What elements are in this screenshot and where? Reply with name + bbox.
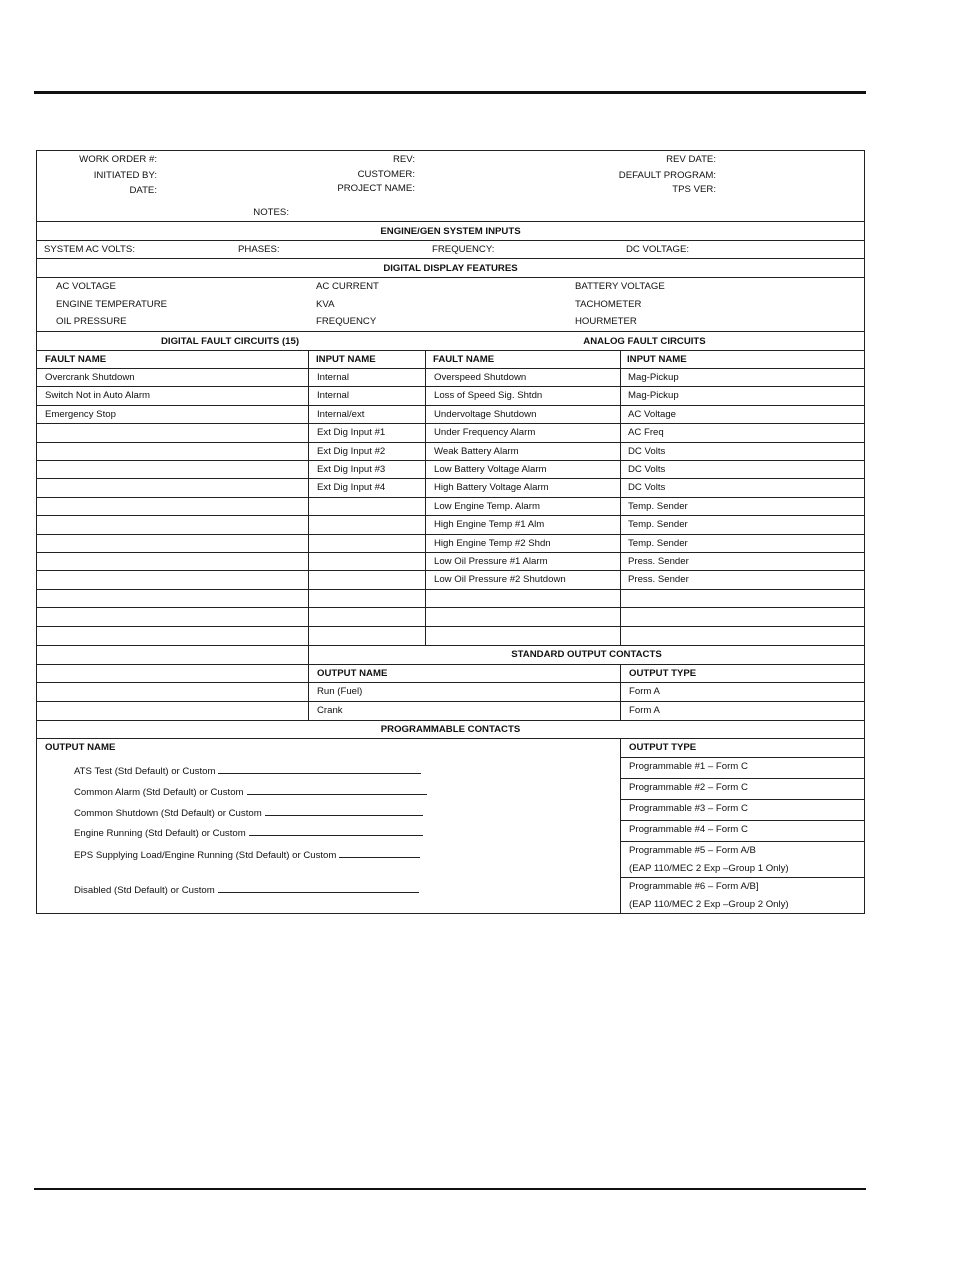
prog-output-eps-supplying[interactable]: EPS Supplying Load/Engine Running (Std Default) or Custom (74, 848, 420, 862)
display-frequency: FREQUENCY (316, 316, 377, 327)
analog-fault-name: High Engine Temp #1 Alm (434, 519, 545, 531)
prog-type-1: Programmable #1 – Form C (629, 761, 748, 772)
table-row-divider (36, 478, 865, 479)
prog-output-engine-running[interactable]: Engine Running (Std Default) or Custom (74, 826, 423, 840)
table-row-divider (36, 589, 865, 590)
analog-input-name: Mag-Pickup (628, 372, 679, 383)
custom-blank-line[interactable] (339, 848, 420, 858)
digital-fault-name: Overcrank Shutdown (45, 372, 135, 383)
display-engine-temperature: ENGINE TEMPERATURE (56, 299, 168, 310)
analog-input-name: Temp. Sender (628, 537, 688, 549)
analog-input-name: DC Volts (628, 482, 666, 494)
digital-input-name: Internal/ext (317, 408, 365, 420)
digital-fault-name: Switch Not in Auto Alarm (45, 390, 151, 402)
digital-input-name: Ext Dig Input #4 (317, 482, 386, 494)
table-row-divider (36, 405, 865, 406)
frequency-label: FREQUENCY: (432, 244, 495, 255)
std-output-name-header: OUTPUT NAME (317, 668, 388, 679)
prog-type-4: Programmable #4 – Form C (629, 824, 748, 835)
std-output-crank-type: Form A (629, 705, 660, 716)
table-row-divider (36, 534, 865, 535)
analog-fault-name: High Engine Temp #2 Shdn (434, 537, 551, 549)
analog-fault-name: High Battery Voltage Alarm (434, 482, 549, 494)
analog-fault-name: Overspeed Shutdown (434, 372, 527, 383)
analog-input-name: Press. Sender (628, 556, 689, 567)
date-label: DATE: (129, 185, 157, 196)
prog-output-ats-test[interactable]: ATS Test (Std Default) or Custom (74, 764, 421, 778)
digital-fault-name: Emergency Stop (45, 408, 116, 420)
prog-type-3: Programmable #3 – Form C (629, 803, 748, 814)
analog-input-name: AC Voltage (628, 408, 677, 420)
tps-ver-label: TPS VER: (672, 184, 716, 195)
analog-faults-title: ANALOG FAULT CIRCUITS (583, 336, 706, 347)
analog-input-name: Mag-Pickup (628, 390, 679, 402)
std-output-crank: Crank (317, 705, 343, 716)
custom-blank-line[interactable] (218, 883, 419, 893)
analog-input-name: Temp. Sender (628, 500, 688, 512)
analog-input-name: DC Volts (628, 464, 666, 475)
std-output-run-fuel-type: Form A (629, 686, 660, 697)
custom-blank-line[interactable] (249, 826, 423, 836)
header-rule (34, 91, 866, 94)
analog-input-name: Temp. Sender (628, 519, 688, 531)
digital-input-name: Internal (317, 372, 349, 383)
digital-input-name: Internal (317, 390, 349, 402)
customer-label: CUSTOMER: (357, 169, 415, 180)
custom-blank-line[interactable] (247, 785, 427, 795)
work-order-label: WORK ORDER #: (79, 154, 157, 165)
table-row-divider (36, 423, 865, 424)
analog-fault-name: Loss of Speed Sig. Shtdn (434, 390, 543, 402)
prog-output-name-header: OUTPUT NAME (45, 742, 116, 753)
table-row-divider (36, 497, 865, 498)
analog-input-name: Press. Sender (628, 574, 689, 586)
prog-output-common-shutdown[interactable]: Common Shutdown (Std Default) or Custom (74, 806, 423, 820)
dc-voltage-label: DC VOLTAGE: (626, 244, 690, 255)
standard-outputs-title: STANDARD OUTPUT CONTACTS (511, 649, 662, 660)
default-program-label: DEFAULT PROGRAM: (618, 170, 716, 181)
analog-input-name: AC Freq (628, 427, 664, 439)
digital-input-name: Ext Dig Input #2 (317, 445, 386, 457)
notes-label: NOTES: (253, 207, 289, 218)
phases-label: PHASES: (238, 244, 280, 255)
table-row-divider (36, 626, 865, 627)
engine-inputs-title: ENGINE/GEN SYSTEM INPUTS (380, 226, 521, 237)
prog-type-5: Programmable #5 – Form A/B (629, 845, 756, 856)
fault-name-header: FAULT NAME (45, 354, 107, 365)
std-output-type-header: OUTPUT TYPE (629, 668, 697, 679)
table-row-divider (36, 386, 865, 387)
prog-output-type-header: OUTPUT TYPE (629, 742, 697, 753)
display-tachometer: TACHOMETER (575, 299, 642, 310)
display-kva: KVA (316, 299, 335, 310)
display-features-title: DIGITAL DISPLAY FEATURES (383, 263, 518, 274)
table-row-divider (36, 515, 865, 516)
table-row-divider (36, 607, 865, 608)
prog-type-2: Programmable #2 – Form C (629, 782, 748, 793)
analog-fault-name: Low Battery Voltage Alarm (434, 464, 547, 475)
prog-output-disabled[interactable]: Disabled (Std Default) or Custom (74, 883, 419, 897)
rev-date-label: REV DATE: (666, 154, 716, 165)
custom-blank-line[interactable] (218, 764, 421, 774)
display-oil-pressure: OIL PRESSURE (56, 316, 127, 327)
analog-fault-name: Low Oil Pressure #1 Alarm (434, 556, 548, 567)
prog-output-common-alarm[interactable]: Common Alarm (Std Default) or Custom (74, 785, 427, 799)
rev-label: REV: (392, 154, 415, 165)
table-row-divider (36, 570, 865, 571)
table-row-divider (36, 460, 865, 461)
frame-bottom (36, 913, 865, 914)
table-row-divider (36, 442, 865, 443)
initiated-by-label: INITIATED BY: (93, 170, 157, 181)
display-battery-voltage: BATTERY VOLTAGE (575, 281, 665, 292)
analog-fault-name: Under Frequency Alarm (434, 427, 536, 439)
analog-fault-name: Undervoltage Shutdown (434, 408, 537, 420)
frame-top (36, 150, 865, 151)
footer-rule (34, 1188, 866, 1190)
prog-type-6: Programmable #6 – Form A/B] (629, 881, 759, 892)
analog-fault-name-header: FAULT NAME (433, 354, 495, 365)
table-row-divider (36, 552, 865, 553)
input-name-header: INPUT NAME (316, 354, 376, 365)
analog-fault-name: Low Oil Pressure #2 Shutdown (434, 574, 566, 586)
analog-input-name-header: INPUT NAME (627, 354, 687, 365)
order-form (36, 150, 865, 914)
digital-faults-title: DIGITAL FAULT CIRCUITS (15) (160, 336, 300, 347)
analog-fault-name: Low Engine Temp. Alarm (434, 500, 540, 512)
custom-blank-line[interactable] (265, 806, 423, 816)
programmable-title: PROGRAMMABLE CONTACTS (380, 724, 521, 735)
analog-input-name: DC Volts (628, 445, 666, 457)
project-name-label: PROJECT NAME: (337, 183, 415, 194)
prog-type-6-note: (EAP 110/MEC 2 Exp –Group 2 Only) (629, 899, 789, 910)
analog-fault-name: Weak Battery Alarm (434, 445, 519, 457)
prog-type-5-note: (EAP 110/MEC 2 Exp –Group 1 Only) (629, 863, 789, 874)
display-ac-voltage: AC VOLTAGE (56, 281, 116, 292)
digital-input-name: Ext Dig Input #1 (317, 427, 386, 439)
system-ac-volts-label: SYSTEM AC VOLTS: (44, 244, 135, 255)
display-ac-current: AC CURRENT (316, 281, 379, 292)
digital-input-name: Ext Dig Input #3 (317, 464, 386, 475)
std-output-run-fuel: Run (Fuel) (317, 686, 363, 697)
display-hourmeter: HOURMETER (575, 316, 637, 327)
